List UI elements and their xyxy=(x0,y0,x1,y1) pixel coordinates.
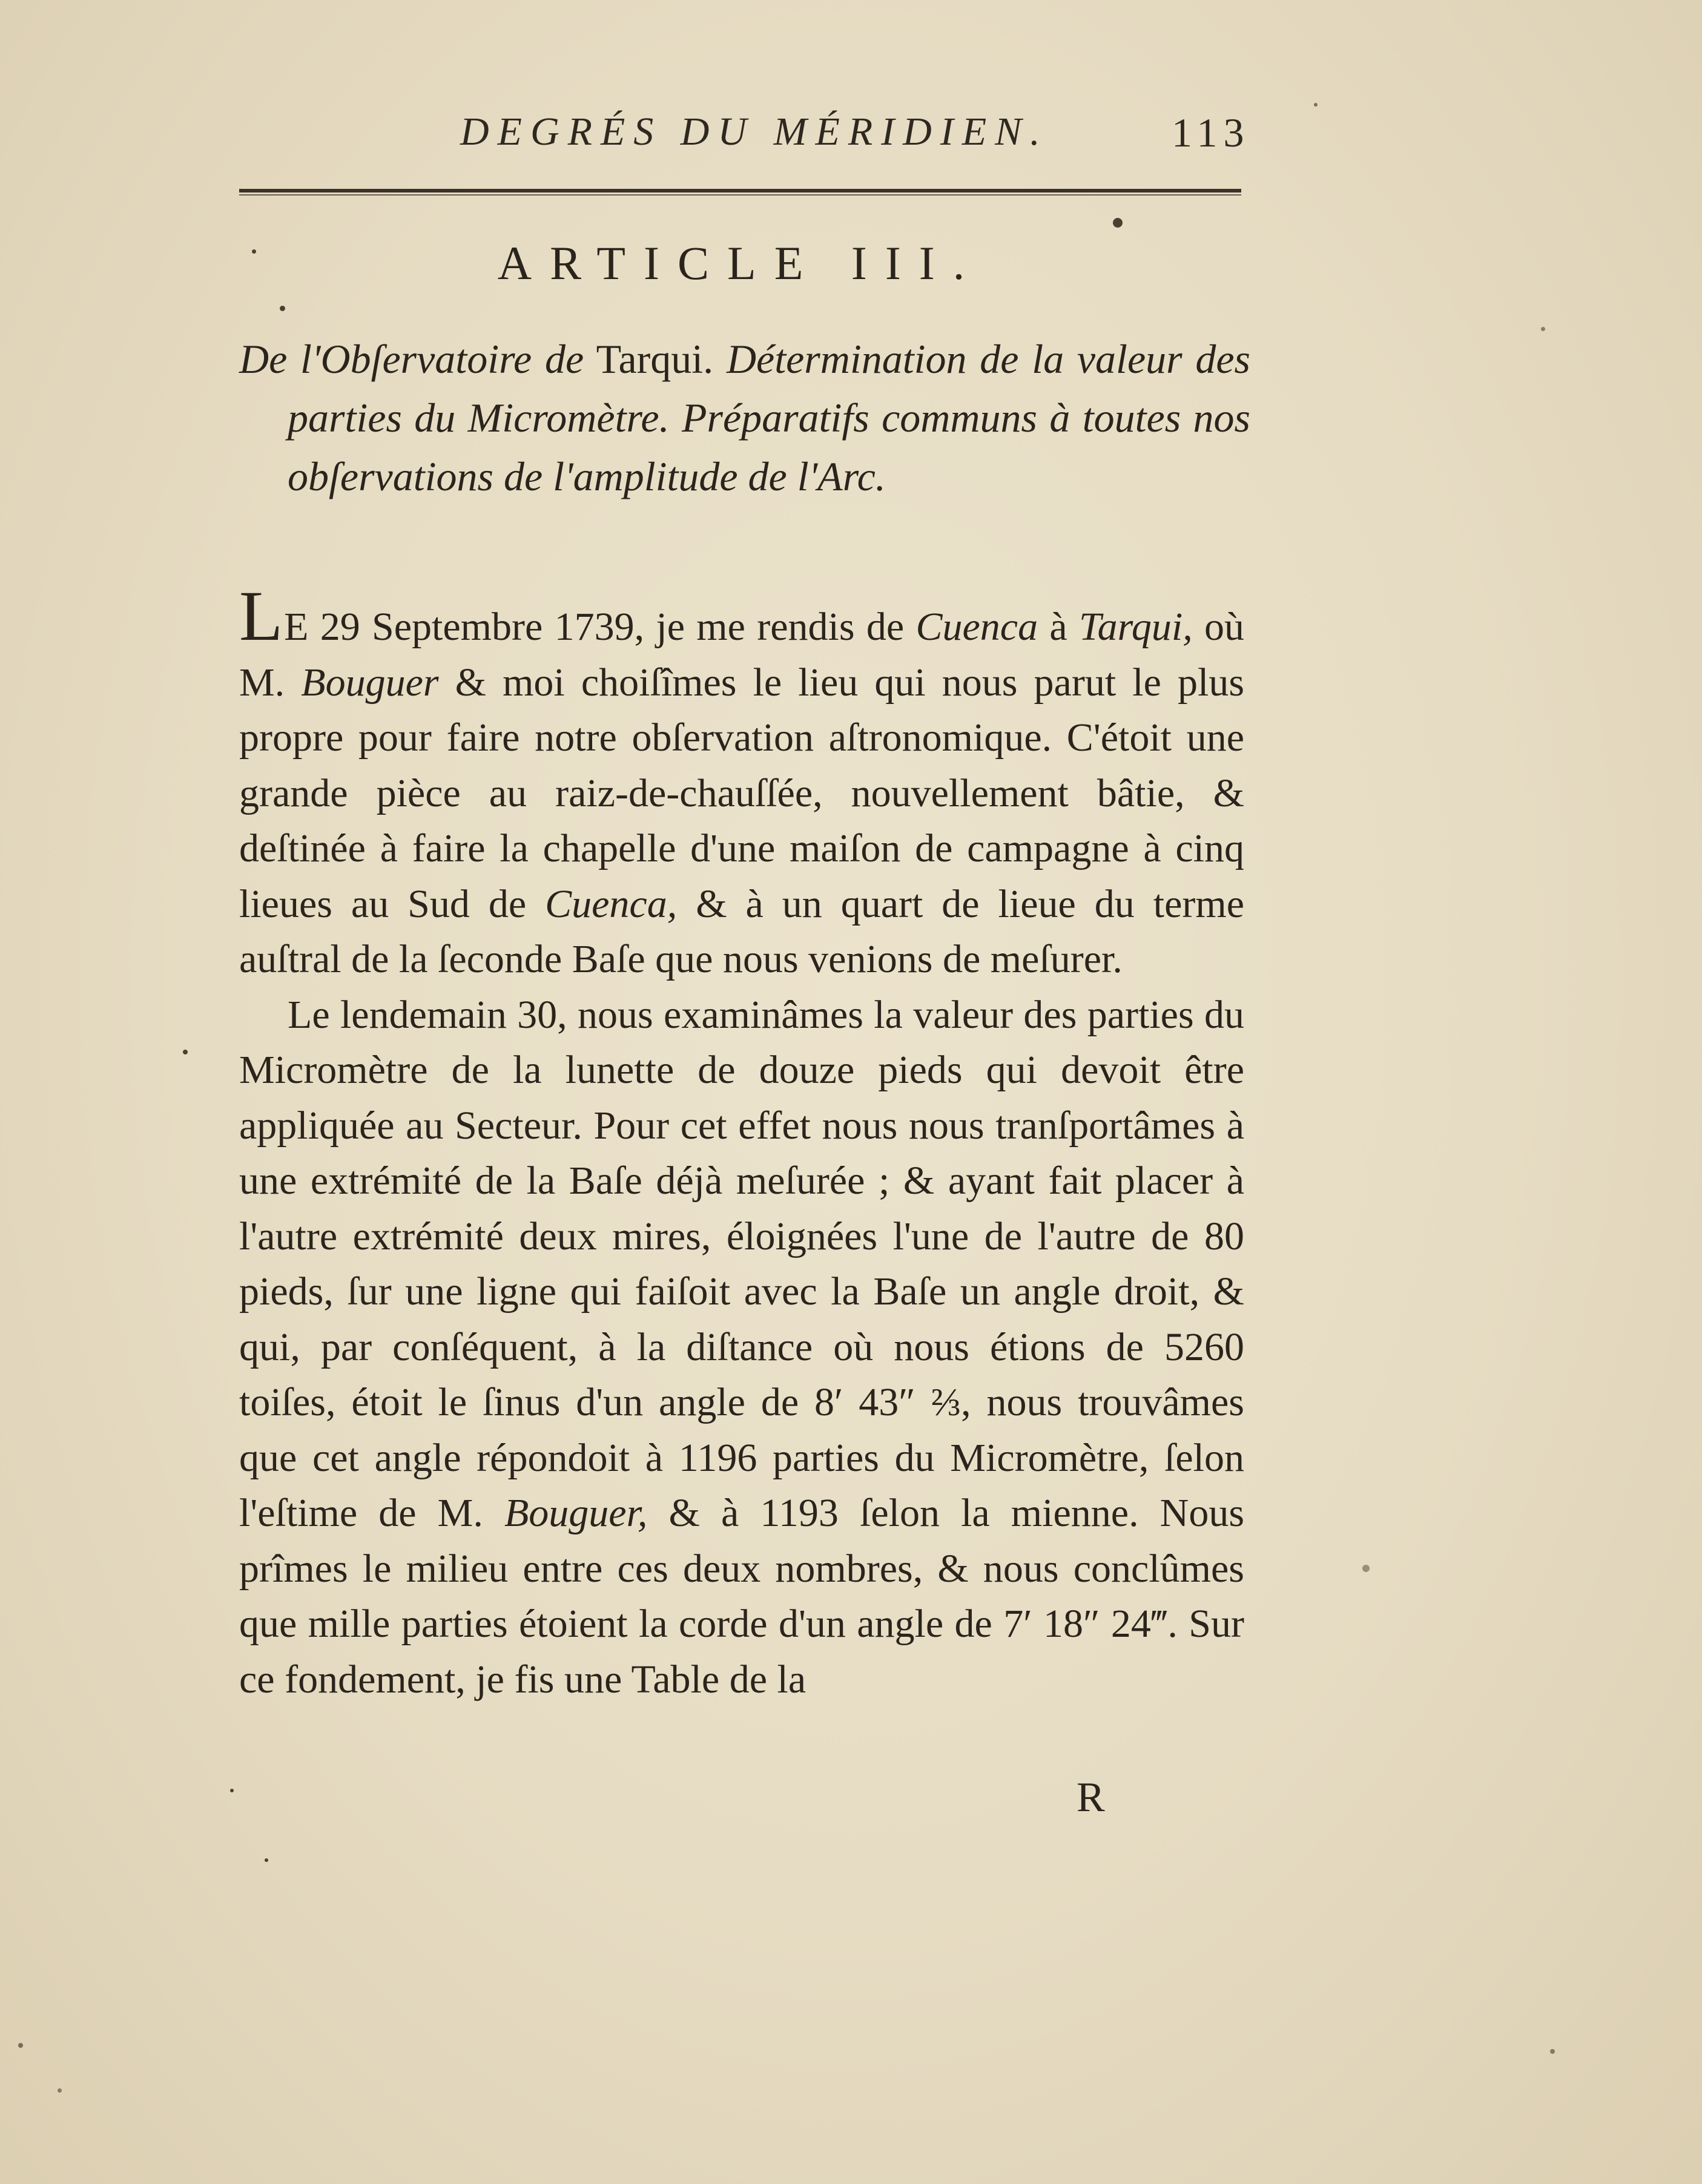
p1-text-3: où M. xyxy=(239,605,1245,705)
page-number: 113 xyxy=(1172,110,1250,156)
p1-bouguer: Bouguer xyxy=(301,660,439,705)
foxing-speck xyxy=(58,2088,62,2093)
p2-bouguer: Bouguer, xyxy=(504,1491,648,1535)
foxing-speck xyxy=(1550,2049,1555,2054)
summary-paragraph xyxy=(239,330,1250,506)
foxing-speck xyxy=(18,2043,23,2048)
foxing-speck xyxy=(1541,327,1545,331)
p1-text-1: E 29 Septembre 1739, je me rendis de xyxy=(284,605,905,649)
summary-part-2: Détermination de la valeur des parties du Micromètre. Préparatifs communs à toutes nos obſervations de l'amplitude de l'Arc. xyxy=(288,336,1250,499)
body-text xyxy=(239,576,1245,1707)
summary-place-name: Tarqui. xyxy=(596,336,714,382)
foxing-speck xyxy=(183,1050,188,1054)
article-heading: ARTICLE III. xyxy=(497,237,983,289)
signature-mark: R xyxy=(1077,1774,1105,1821)
paragraph-2 xyxy=(239,987,1244,1708)
p1-text-5: & à un quart de lieue du terme auſtral de la ſeconde Baſe que nous venions de meſurer. xyxy=(239,881,1244,981)
header-rule xyxy=(239,189,1241,196)
foxing-speck xyxy=(252,249,256,254)
summary-part-1: De l'Obſervatoire de xyxy=(239,336,584,382)
p1-text-2: à xyxy=(1049,605,1067,649)
foxing-speck xyxy=(1113,218,1123,228)
p2-text-1: Le lendemain 30, nous examinâmes la valeur des parties du Micromètre de la lunette de douze pieds qui devoit être appliquée au Secteur. Pour cet effet nous nous tranſportâmes à une extrémité de la Baſe déjà meſurée ; & ayant fait placer à l'autre extrémité deux mires, éloignées l'une de l'autre de 80 pieds, ſur une ligne qui faiſoit avec la Baſe un angle droit, & qui, par conſéquent, à la diſtance où nous étions de 5260 toiſes, étoit le ſinus d'un angle de 8′ 43″ ⅔, nous trouvâmes que cet angle répondoit à 1196 parties du Micromètre, ſelon l'eſtime de M. xyxy=(239,992,1244,1535)
running-head-title: DEGRÉS DU MÉRIDIEN. xyxy=(460,110,1049,154)
p1-cuenca: Cuenca xyxy=(915,605,1038,649)
foxing-speck xyxy=(1314,103,1318,107)
foxing-speck xyxy=(1362,1565,1370,1572)
article-summary xyxy=(239,330,1250,506)
drop-cap: L xyxy=(239,576,285,656)
p2-text-2: & à 1193 ſelon la mienne. Nous prîmes le milieu entre ces deux nombres, & nous conclûmes que mille parties étoient la corde d'un angle de 7′ 18″ 24‴. Sur ce fondement, je fis une Table de la xyxy=(239,1491,1245,1702)
foxing-speck xyxy=(230,1789,234,1792)
paragraph-1 xyxy=(239,576,1245,987)
foxing-speck xyxy=(280,306,285,311)
p1-text-4: & moi choiſîmes le lieu qui nous parut le plus propre pour faire notre obſervation aſtronomique. C'étoit une grande pièce au raiz-de-chauſſée, nouvellement bâtie, & deſtinée à faire la chapelle d'une maiſon de campagne à cinq lieues au Sud de xyxy=(239,660,1245,926)
foxing-speck xyxy=(265,1858,268,1862)
p1-tarqui: Tarqui, xyxy=(1078,605,1193,649)
p1-cuenca-2: Cuenca, xyxy=(545,881,678,926)
